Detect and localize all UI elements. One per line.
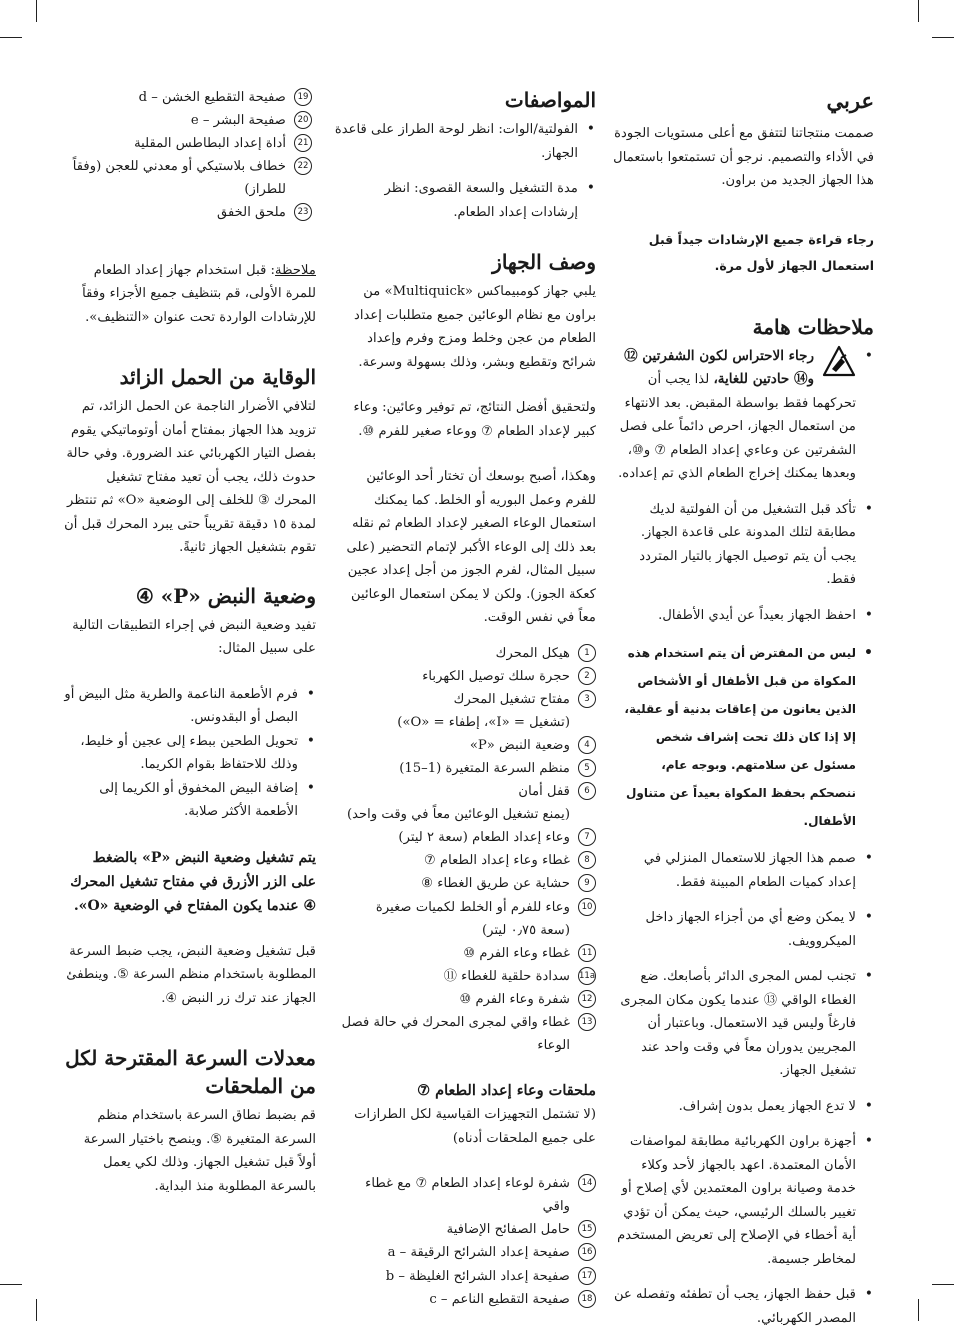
part-number: 9 xyxy=(578,874,596,892)
list-item: 20 صفيحة البشر – e xyxy=(64,109,286,132)
part-number: 11 xyxy=(578,944,596,962)
list-item: • الفولتية/الوات: انظر لوحة الطراز على قاعدة الجهاز. xyxy=(334,118,578,165)
pulse-activation-bold: يتم تشغيل وضعية النبض «P» بالضغط على الزر الأزرق في مفتاح تشغيل المحرك ④ عندما يكون المفتاح في الوضعية «O». xyxy=(70,849,316,914)
list-item: • إضافة البيض المخفوق أو الكريما إلى الأطعمة الأكثر صلابة. xyxy=(64,777,298,824)
list-item: 17 صفيحة إعداد الشرائح الغليظة – b xyxy=(334,1265,570,1288)
crop-mark xyxy=(918,0,919,22)
note-label: ملاحظة xyxy=(275,262,316,278)
part-number: 3 xyxy=(578,690,596,708)
part-number: 18 xyxy=(578,1290,596,1308)
list-item: 22 خطاف بلاستيكي أو معدني للعجن (وفقاً للطراز) xyxy=(64,155,286,201)
accessories-note: (لا تشتمل التجهيزات القياسية لكل الطرازات على جميع الملحقات أدناه) xyxy=(354,1107,596,1146)
list-item: • صمم هذا الجهاز للاستعمال المنزلي في إعداد كميات الطعام المبينة فقط. xyxy=(612,847,856,894)
list-item: • ليس من المفترض أن يتم استخدام هذه المكواة من قبل الأطفال أو الأشخاص الذين يعانون من إعاقات بدنية أو عقلية، إلا إذا كان ذلك تحت إشراف شخص مسئول عن سلامتهم. وبوجه عام، ننصحكم بحفظ المكواة بعيداً عن متناول الأطفال. xyxy=(612,639,856,835)
part-number: 19 xyxy=(294,88,312,106)
list-item: • فرم الأطعمة الناعمة والطرية مثل البيض أو البصل أو البقدونس. xyxy=(64,683,298,730)
part-number: 8 xyxy=(578,851,596,869)
crop-mark xyxy=(932,1284,954,1285)
list-item: • أجهزة براون الكهربائية مطابقة لمواصفات الأمان المعتمدة. اعهد بالجهاز لأحد وكلاء خدمة وصيانة براون المعتمدين لأي إصلاح أو تغيير بالسلك الرئيسي، حيث يمكن أن تؤدي أية أخطاء في الإصلاح إلى تعريض المستخدم لمخاطر جسيمة. xyxy=(612,1130,856,1271)
list-item: 10 وعاء للفرم أو الخلط لكميات صغيرة xyxy=(334,896,570,919)
description-paragraph: يلبي جهاز كومبيماكس «Multiquick» من براون مع نظام الوعائين جميع متطلبات إعداد الطعام من عجن وخلط ومزج وفرم وإعداد شرائح وتقطيع وبشر، وذلك بسهولة وسرعة. xyxy=(353,284,596,370)
part-number: 17 xyxy=(578,1267,596,1285)
list-item: 16 صفيحة إعداد الشرائح الرقيقة – a xyxy=(334,1241,570,1264)
list-item: • تأكد قبل التشغيل من أن الفولتية لديك مطابقة لتلك المدونة على قاعدة الجهاز. يجب أن يتم توصيل الجهاز بالتيار المتردد فقط. xyxy=(612,498,856,592)
warning-bold-text: رجاء الاحتراس لكون الشفرتين ⑫ و⑭ حادتين للغاية، xyxy=(624,347,814,387)
important-notes-list xyxy=(612,345,874,1331)
accessories-list xyxy=(334,1172,596,1311)
crop-mark xyxy=(918,1299,919,1321)
list-item: • مدة التشغيل والسعة القصوى: انظر إرشادات إعداد الطعام. xyxy=(334,177,578,224)
part-number: 15 xyxy=(578,1220,596,1238)
part-number: 23 xyxy=(294,203,312,221)
part-number: 11a xyxy=(578,967,596,985)
part-number: 12 xyxy=(578,990,596,1008)
note-paragraph: ملاحظة: قبل استخدام جهاز إعداد الطعام للمرة الأولى، قم بتنظيف جميع الأجزاء وفقاً للإرشادات الواردة تحت عنوان «التنظيف». xyxy=(82,262,316,325)
list-item: • تجنب لمس المجرى الدائر بأصابعك. ضع الغطاء الواقي ⑬ عندما يكون مكان المجرى فارغاً وليس قيد الاستعمال. وباعتبار أن المجريين يدوران معاً في وقت واحد عند تشغيل الجهاز. xyxy=(612,965,856,1083)
speed-settings-title: معدلات السرعة المقترحة لكل من الملحقات xyxy=(65,1046,316,1099)
list-item: • قبل حفظ الجهاز، يجب أن تطفئه وتفصله عن المصدر الكهربائي. xyxy=(612,1283,856,1330)
part-number: 4 xyxy=(578,736,596,754)
part-number: 7 xyxy=(578,828,596,846)
specifications-list xyxy=(334,118,596,224)
pulse-intro: تفيد وضعية النبض في إجراء التطبيقات التالية على سبيل المثال: xyxy=(72,617,316,657)
overload-paragraph: لتلافي الأضرار الناجمة عن الحمل الزائد، تم تزويد هذا الجهاز بمفتاح أمان أوتوماتيكي يقوم بفصل التيار الكهربائي عند الضرورة. وفي حالة حدوث ذلك، يجب أن تعيد مفتاح تشغيل المحرك ③ للخلف إلى الوضعية «O» ثم تنتظر لمدة ١٥ دقيقة تقريباً حتى يبرد المحرك قبل أن تقوم بتشغيل الجهاز ثانيةً. xyxy=(64,399,316,556)
part-number: 21 xyxy=(294,134,312,152)
list-item: 19 صفيحة التقطيع الخشن – d xyxy=(64,86,286,109)
accessories-list-continued xyxy=(64,86,316,225)
list-item: (سعة ٠٫٧٥ ليتر) xyxy=(482,922,570,938)
list-item: • لا يمكن وضع أي من أجزاء الجهاز داخل الميكروويف. xyxy=(612,906,856,953)
pulse-title: وضعية النبض «P» ④ xyxy=(135,583,316,608)
part-number: 5 xyxy=(578,759,596,777)
list-item: 15 حامل الصفائح الإضافية xyxy=(334,1218,570,1241)
part-number: 1 xyxy=(578,644,596,662)
pulse-uses-list xyxy=(64,683,316,824)
list-item: 7 وعاء إعداد الطعام (سعة ٢ ليتر) xyxy=(334,826,570,849)
list-item: • تحويل الطحين ببطء إلى عجين أو خليط، وذلك للاحتفاظ بقوام الكريما. xyxy=(64,730,298,777)
description-paragraph: وهكذا، أصبح بوسعك أن تختار أحد الوعائين للفرم وعمل البوريه أو الخلط. كما يمكنك استعمال الوعاء الصغير لإعداد الطعام ثم نقله بعد ذلك إلى الوعاء الأكبر لإتمام التحضير (على سبيل المثال، لفرم الجوز من أجل إعداد عجين كعكة الجوز). ولكن لا يمكن استعمال الوعائين معاً في نفس الوقت. xyxy=(346,469,596,625)
list-item: 9 حشاية عن طريق الغطاء ⑧ xyxy=(334,872,570,895)
part-number: 20 xyxy=(294,111,312,129)
list-item: 12 شفرة وعاء الفرم ⑩ xyxy=(334,988,570,1011)
description-title: وصف الجهاز xyxy=(492,250,596,274)
list-item xyxy=(612,345,856,486)
list-item: 11a سدادة حلقية للغطاء ⑪ xyxy=(443,968,596,984)
warning-text: لذا يجب أن تحركهما فقط بواسطة المقبض. بعد الانتهاء من استعمال الجهاز، احرص دائماً على فصل الشفرتين عن وعاءي إعداد الطعام ⑦ و⑩، وبعدها يمكنك إخراج الطعام الذي تم إعداده. xyxy=(618,372,856,481)
crop-mark xyxy=(932,37,954,38)
list-item: 21 أداة إعداد البطاطس المقلية xyxy=(64,132,286,155)
blade-warning-icon xyxy=(822,345,856,379)
list-item: 13 غطاء واقي لمجرى المحرك في حالة فصل الوعاء xyxy=(334,1011,570,1057)
list-item: • احفظ الجهاز بعيداً عن أيدي الأطفال. xyxy=(612,604,856,628)
description-paragraph: ولتحقيق أفضل النتائج، تم توفير وعائين: وعاء كبير لإعداد الطعام ⑦ ووعاء صغير للفرم ⑩. xyxy=(353,400,596,439)
list-item: 1 هيكل المحرك xyxy=(334,642,570,665)
list-item: 14 شفرة لوعاء إعداد الطعام ⑦ مع غطاء واقي xyxy=(334,1172,570,1218)
part-number: 13 xyxy=(578,1013,596,1031)
specifications-title: المواصفات xyxy=(504,88,596,112)
list-item: (تشغيل = «I»، إطفاء = «O») xyxy=(397,714,570,730)
column-left xyxy=(64,86,316,1198)
list-item: 18 صفيحة التقطيع الناعم – c xyxy=(334,1288,570,1311)
part-number: 6 xyxy=(578,782,596,800)
column-middle xyxy=(334,86,596,1311)
list-item: • لا تدع الجهاز يعمل بدون إشراف. xyxy=(612,1095,856,1119)
list-item: (يمنع تشغيل الوعائين معاً في وقت واحد) xyxy=(346,807,570,823)
speed-paragraph: قم بضبط نطاق السرعة باستخدام منظم السرعة المتغيرة ⑤. وينصح باختيار السرعة أولاً قبل تشغيل الجهاز. وذلك لكي يعمل بالسرعة المطلوبة منذ البداية. xyxy=(83,1108,316,1194)
part-number: 14 xyxy=(578,1174,596,1192)
important-notes-title: ملاحظات هامة xyxy=(752,314,874,339)
list-item: 11 غطاء وعاء الفرم ⑩ xyxy=(334,942,570,965)
part-number: 10 xyxy=(578,898,596,916)
crop-mark xyxy=(36,0,37,22)
language-title: عربي xyxy=(826,88,874,113)
crop-mark xyxy=(0,1284,22,1285)
part-number: 16 xyxy=(578,1243,596,1261)
part-number: 2 xyxy=(578,667,596,685)
list-item: 23 ملحق الخفق xyxy=(64,201,286,224)
read-instructions: رجاء قراءة جميع الإرشادات جيداً قبل استعمال الجهاز لأول مرة. xyxy=(648,231,874,273)
intro-paragraph: صممت منتجاتنا لتتفق مع أعلى مستويات الجودة في الأداء والتصميم. نرجو أن تستمتعوا باستعمال هذا الجهاز الجديد من براون. xyxy=(613,126,874,188)
accessories-title: ملحقات وعاء إعداد الطعام ⑦ xyxy=(417,1082,596,1100)
crop-mark xyxy=(36,1299,37,1321)
column-right xyxy=(612,86,874,1342)
list-item: 2 حجرة سلك توصيل الكهرباء xyxy=(334,665,570,688)
part-number: 22 xyxy=(294,157,312,175)
crop-mark xyxy=(0,37,22,38)
list-item: 6 قفل أمان xyxy=(334,780,570,803)
list-item: 4 وضعية النبض «P» xyxy=(334,734,570,757)
list-item: 5 منظم السرعة المتغيرة (1–15) xyxy=(334,757,570,780)
list-item: 8 غطاء وعاء إعداد الطعام ⑦ xyxy=(334,849,570,872)
overload-title: الوقاية من الحمل الزائد xyxy=(119,365,316,390)
list-item: 3 مفتاح تشغيل المحرك xyxy=(334,688,570,711)
parts-list xyxy=(334,642,596,1058)
pulse-paragraph: قبل تشغيل وضعية النبض، يجب ضبط السرعة المطلوبة باستخدام منظم السرعة ⑤. وينطفئ الجهاز عند ترك زر النبض ④. xyxy=(66,943,316,1006)
